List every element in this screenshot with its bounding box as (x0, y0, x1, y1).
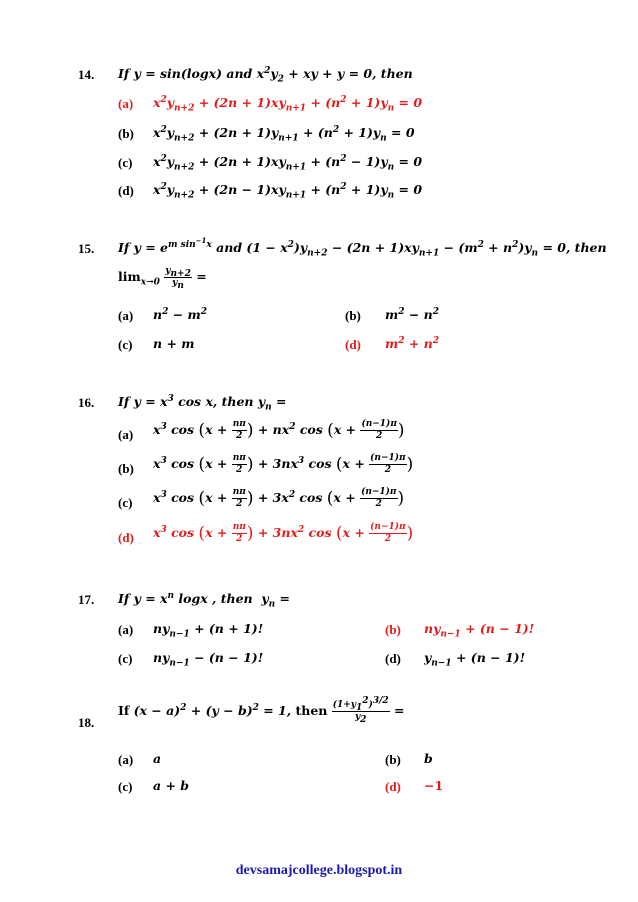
option-text: $x^2y_{n+2} + (2n + 1)y_{n+1} + (n^2 + 1)y_n = 0$ (153, 124, 415, 144)
option-label: (b) (118, 126, 134, 141)
option-text: $ny_{n-1} - (n - 1)$! (153, 650, 264, 669)
option-text: $x^3$ cos (x + $\frac{n\pi}{2}$ ) + $3nx^2$ cos (x + $\frac{(n-1)\pi}{2}$ ) (153, 522, 414, 544)
option-text: a (153, 751, 162, 766)
option-label: (d) (385, 651, 401, 666)
option-label: (a) (118, 96, 134, 111)
option-label: (b) (385, 622, 401, 637)
option-text: $n^2 - m^2$ (153, 306, 208, 322)
question-number: 16. (78, 395, 95, 410)
option-text: $ny_{n-1} + (n - 1)$! (424, 621, 535, 640)
option-label: (a) (118, 308, 134, 323)
option-label: (d) (345, 337, 361, 352)
option-label: (d) (118, 530, 134, 545)
limit-expression: $\lim_{x\to 0}$ $\frac{y_{n+2}}{y_n}$ = (118, 266, 207, 291)
option-text: $x^2y_{n+2} + (2n - 1)xy_{n+1} + (n^2 + 1)y_n = 0$ (153, 181, 423, 201)
option-text: $x^2y_{n+2} + (2n + 1)xy_{n+1} + (n^2 + 1)y_n = 0$ (153, 94, 423, 114)
option-label: (c) (118, 155, 133, 170)
option-text: $x^3$ cos (x + $\frac{n\pi}{2}$ ) + $3nx^3$ cos (x + $\frac{(n-1)\pi}{2}$ ) (153, 453, 414, 475)
question-number: 15. (78, 241, 95, 256)
option-text: $x^2y_{n+2} + (2n + 1)xy_{n+1} + (n^2 - 1)y_n = 0$ (153, 153, 423, 173)
question-stem: If y = sin(logx) and $x^2y_2$ + xy + y = 0, then (118, 65, 413, 85)
option-text: $x^3$ cos (x + $\frac{n\pi}{2}$ ) + $nx^2$ cos (x + $\frac{(n-1)\pi}{2}$ ) (153, 419, 405, 441)
question-number: 14. (78, 67, 95, 82)
option-label: (c) (118, 337, 133, 352)
option-text: −1 (424, 778, 444, 793)
option-label: (c) (118, 651, 133, 666)
option-text: $m^2 + n^2$ (385, 335, 440, 351)
option-label: (a) (118, 427, 134, 442)
option-label: (d) (118, 183, 134, 198)
option-label: (a) (118, 622, 134, 637)
option-label: (a) (118, 752, 134, 767)
question-stem: If $y = x^3$ cos x, then $y_n$ = (118, 393, 287, 413)
option-label: (c) (118, 495, 133, 510)
option-text: a + b (153, 778, 190, 793)
footer-link[interactable]: devsamajcollege.blogspot.in (235, 863, 403, 878)
option-label: (b) (345, 308, 361, 323)
question-stem: If $y = x^n$ logx , then $y_n$ = (118, 590, 290, 610)
option-label: (d) (385, 779, 401, 794)
option-text: b (424, 751, 433, 766)
question-number: 18. (78, 715, 95, 730)
question-number: 17. (78, 592, 95, 607)
option-label: (b) (118, 461, 134, 476)
option-text: $m^2 - n^2$ (385, 306, 440, 322)
question-stem: If $(x - a)^2 + (y - b)^2 = 1$, then $\frac{(1+y_1^2)^{3/2}}{y_2}$ = (118, 696, 405, 725)
option-text: $y_{n-1} + (n - 1)$! (424, 650, 526, 669)
question-stem: If $y = e^{m sin^{-1}x}$ and $(1 - x^2)y_{n+2} - (2n + 1)xy_{n+1} - (m^2 + n^2)y_n = 0$, then (118, 235, 607, 259)
option-text: $x^3$ cos (x + $\frac{n\pi}{2}$ ) + $3x^2$ cos (x + $\frac{(n-1)\pi}{2}$ ) (153, 487, 405, 509)
option-label: (b) (385, 752, 401, 767)
option-text: $ny_{n-1} + (n + 1)$! (153, 621, 264, 640)
option-label: (c) (118, 779, 133, 794)
option-text: n + m (153, 336, 195, 351)
